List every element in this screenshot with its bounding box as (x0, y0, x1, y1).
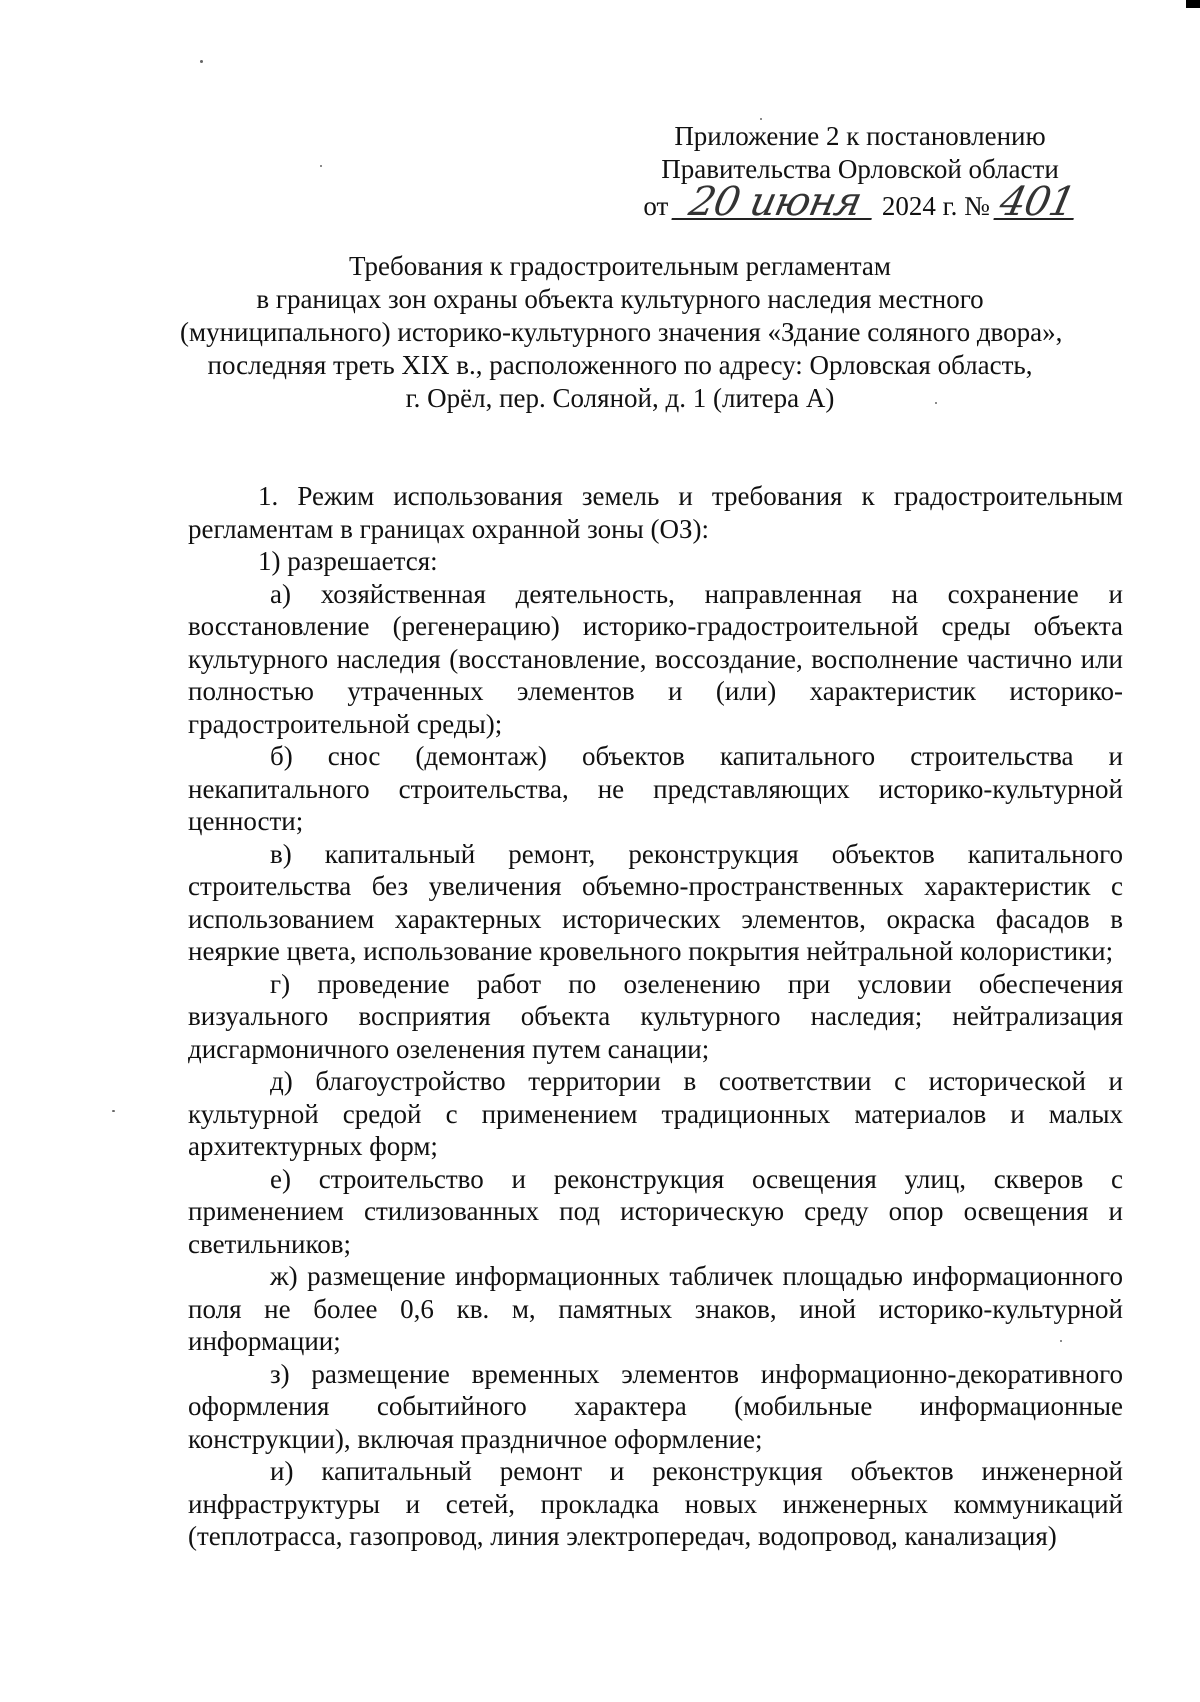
section-1-heading: 1. Режим использования земель и требования к градостроительным регламентам в границах охранной зоны (ОЗ): (188, 481, 1123, 544)
appendix-date-line (600, 179, 1120, 225)
appendix-line-2: Правительства Орловской области (661, 154, 1059, 184)
scan-speck (1060, 1340, 1062, 1342)
from-label: от (643, 191, 669, 221)
document-title (180, 250, 1063, 415)
list-item-zh: ж) размещение информационных табличек площадью информационного поля не более 0,6 кв. м, памятных знаков, иной историко-культурной информации; (188, 1261, 1123, 1356)
list-item-g: г) проведение работ по озеленению при условии обеспечения визуального восприятия объекта культурного наследия; нейтрализация дисгармоничного озеленения путем санации; (188, 968, 1123, 1064)
list-item-a: а) хозяйственная деятельность, направленная на сохранение и восстановление (регенерацию) историко-градостроительной среды объекта культурного наследия (восстановление, воссоздание, восполнение частично или полностью утраченных элементов и (или) характеристик историко-градостроительной среды); (188, 578, 1123, 739)
title-line-1: Требования к градостроительным регламентам (349, 251, 891, 281)
scan-speck (200, 60, 203, 63)
list-item-z: з) размещение временных элементов информационно-декоративного оформления событийного характера (мобильные информационные конструкции), включая праздничное оформление; (188, 1358, 1123, 1454)
list-item-v: в) капитальный ремонт, реконструкция объектов капитального строительства без увеличения объемно-пространственных характеристик с использованием характерных исторических элементов, окраска фасадов в неяркие цвета, использование кровельного покрытия нейтральной колористики; (188, 838, 1123, 966)
list-item-d: д) благоустройство территории в соответствии с исторической и культурной средой с применением традиционных материалов и малых архитектурных форм; (188, 1066, 1123, 1161)
appendix-header (600, 120, 1120, 223)
title-line-5: г. Орёл, пер. Соляной, д. 1 (литера А) (405, 383, 835, 413)
list-item-b: б) снос (демонтаж) объектов капитального строительства и некапитального строительства, не представляющих историко-культурной ценности; (188, 741, 1123, 836)
list-item-e: е) строительство и реконструкция освещения улиц, скверов с применением стилизованных под историческую среду опор освещения и светильников; (188, 1163, 1123, 1259)
handwritten-date: 20 июня (671, 186, 878, 220)
title-line-3: (муниципального) историко-культурного значения «Здание соляного двора», (180, 317, 1063, 347)
scan-speck (760, 118, 762, 120)
handwritten-number: 401 (993, 186, 1080, 220)
subsection-1-heading: 1) разрешается: (258, 546, 438, 576)
title-line-4: последняя треть XIX в., расположенного по адресу: Орловская область, (207, 350, 1033, 380)
appendix-line-1: Приложение 2 к постановлению (674, 121, 1046, 151)
list-item-i: и) капитальный ремонт и реконструкция объектов инженерной инфраструктуры и сетей, прокладка новых инженерных коммуникаций (теплотрасса, газопровод, линия электропередач, водопровод, канализация) (188, 1456, 1123, 1551)
document-body (188, 480, 1123, 1553)
scan-corner-mark (1186, 0, 1200, 8)
scan-speck (935, 402, 937, 404)
scan-speck (320, 165, 322, 167)
title-line-2: в границах зон охраны объекта культурного наследия местного (256, 284, 984, 314)
scan-speck (112, 1110, 115, 1112)
year-label: 2024 г. № (881, 191, 990, 221)
